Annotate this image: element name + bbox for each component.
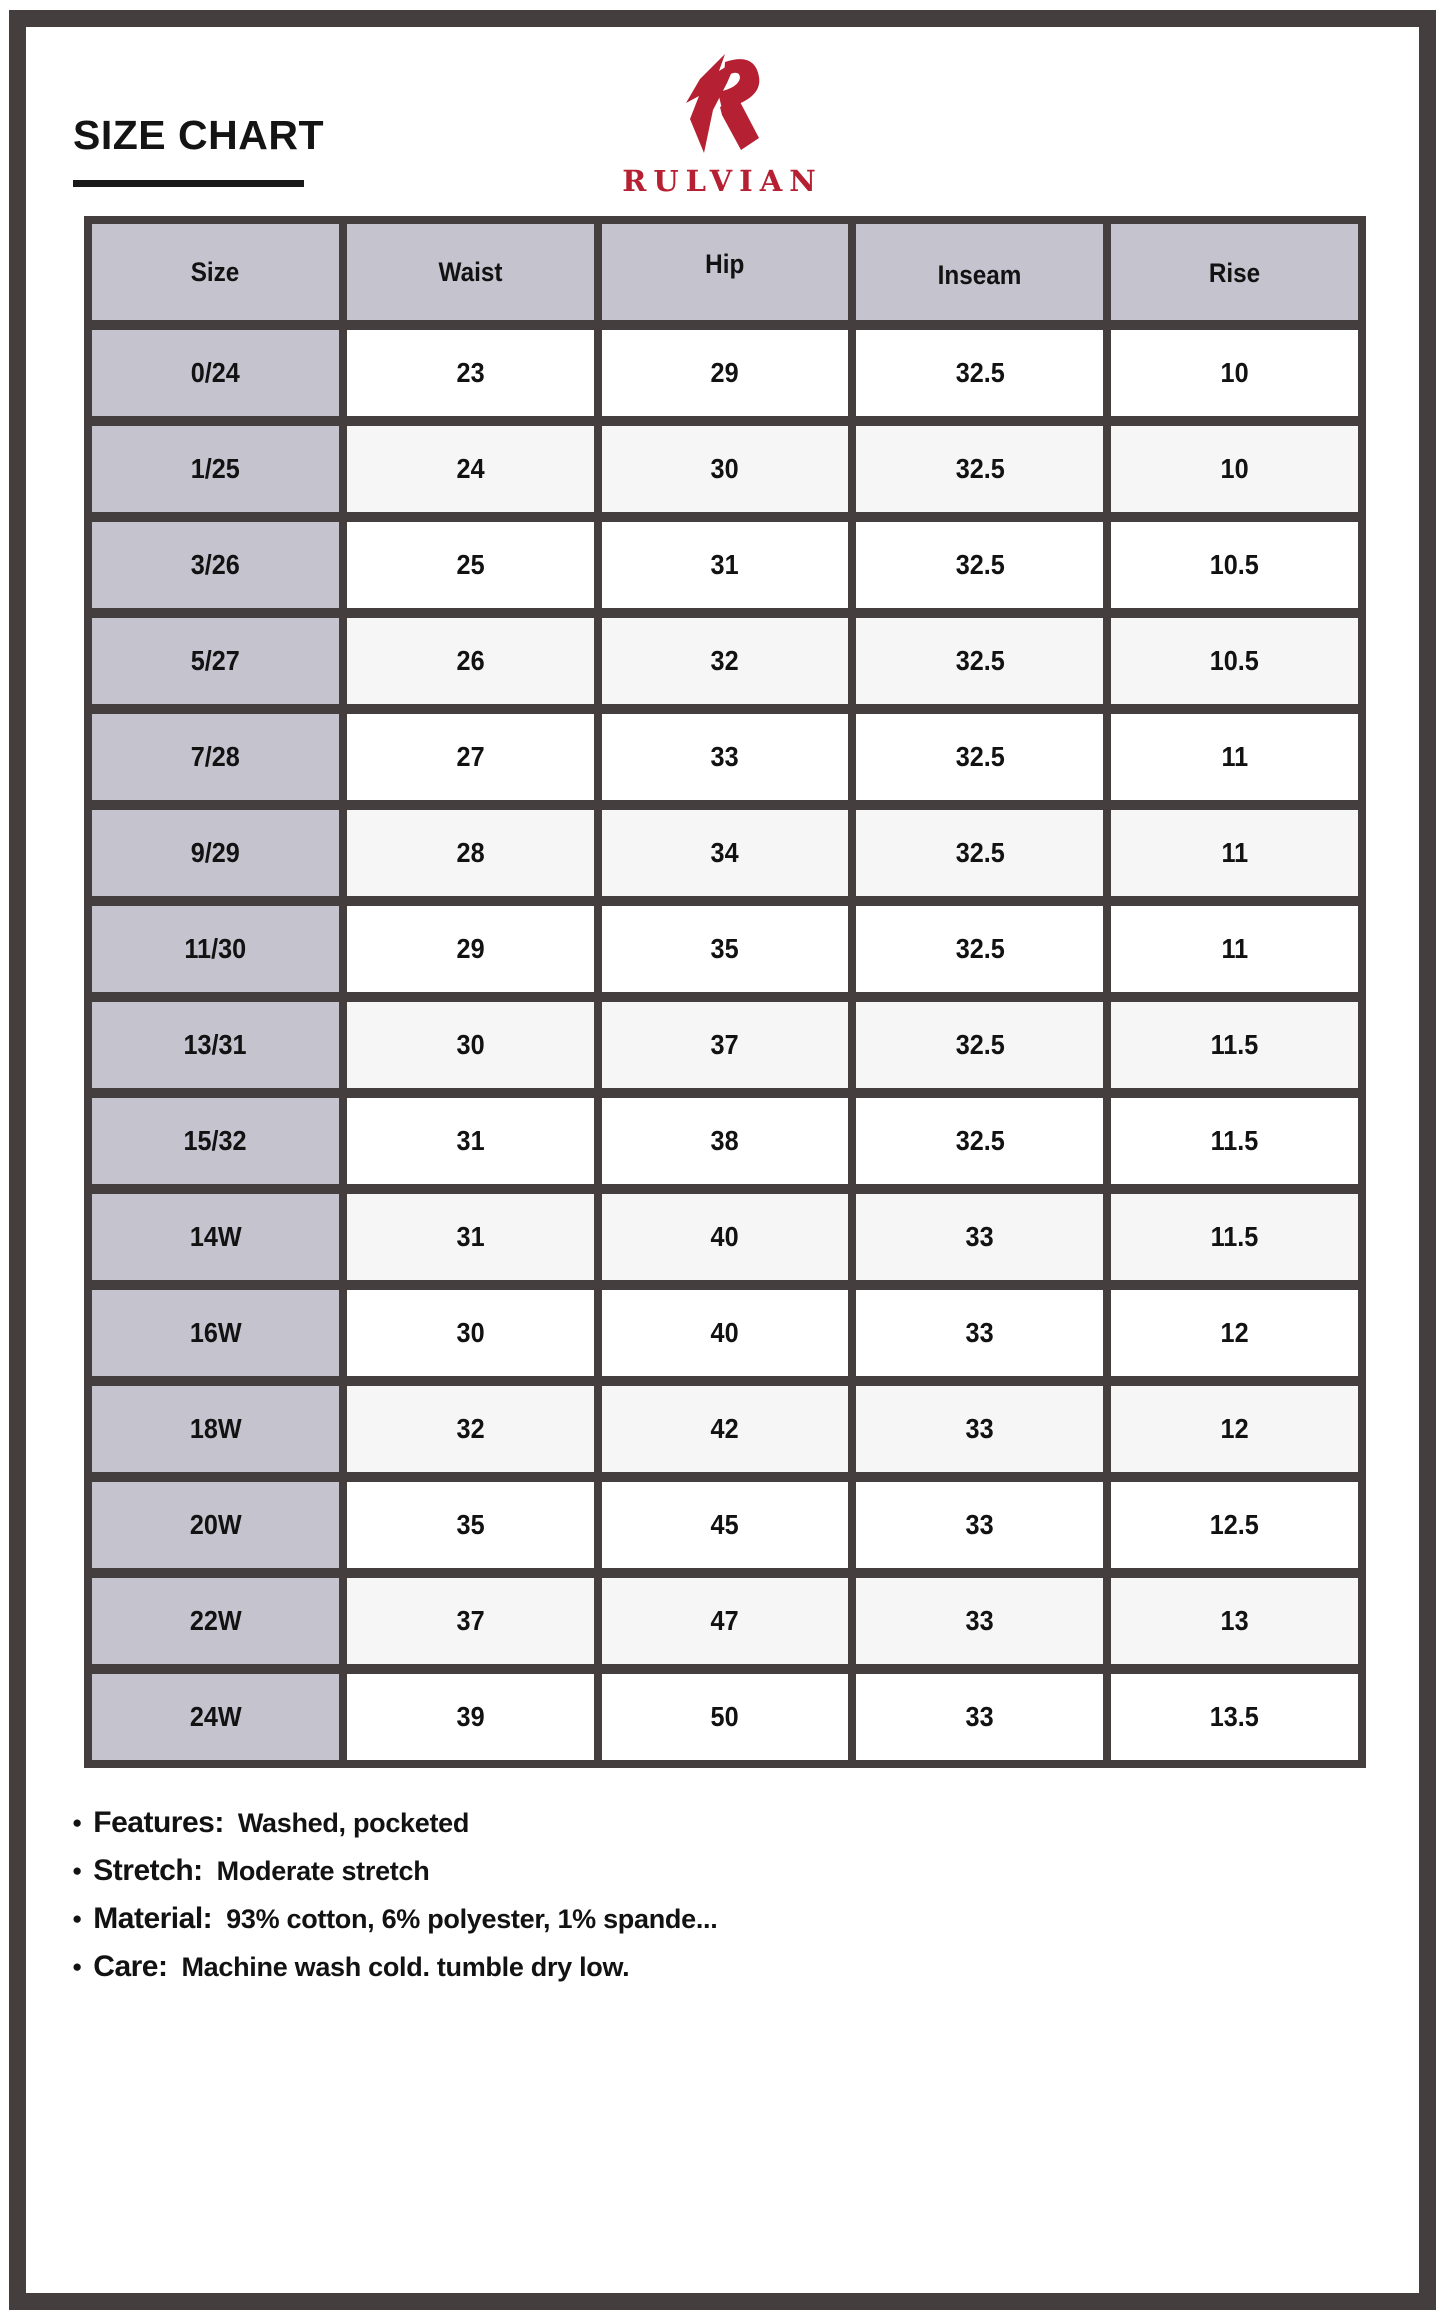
value-cell [347, 426, 594, 512]
cell-text: 25 [456, 549, 485, 580]
value-cell [347, 1194, 594, 1280]
value-cell [347, 522, 594, 608]
value-cell [1111, 1482, 1358, 1568]
cell-text: 47 [710, 1605, 740, 1636]
value-cell [1111, 1674, 1358, 1760]
value-cell [602, 1674, 849, 1760]
header-cell-hip [602, 224, 849, 320]
value-cell [602, 906, 849, 992]
value-cell [602, 1002, 849, 1088]
value-cell [1111, 1578, 1358, 1664]
cell-text: 15/32 [183, 1125, 247, 1156]
value-cell [347, 330, 594, 416]
size-cell [92, 618, 339, 704]
size-cell [92, 714, 339, 800]
detail-row [72, 1950, 717, 1998]
value-cell [1111, 714, 1358, 800]
header-cell-inseam [856, 224, 1103, 320]
brand-wordmark: RULVIAN [622, 164, 823, 198]
header-cell-waist [347, 224, 594, 320]
header-cell-rise [1111, 224, 1358, 320]
value-cell [856, 618, 1103, 704]
detail-value: 93% cotton, 6% polyester, 1% spande... [226, 1904, 718, 1934]
value-cell [347, 1002, 594, 1088]
angular-r-logo-icon [675, 50, 771, 156]
value-cell [347, 1386, 594, 1472]
value-cell [1111, 330, 1358, 416]
value-cell [347, 618, 594, 704]
detail-label: Stretch: [93, 1854, 203, 1887]
bullet-icon: ● [72, 1909, 83, 1928]
cell-text: 40 [710, 1221, 740, 1252]
cell-text: 29 [456, 933, 485, 964]
cell-text: 14W [189, 1221, 242, 1252]
cell-text: 33 [965, 1605, 994, 1636]
cell-text: 20W [189, 1509, 242, 1540]
value-cell [856, 1194, 1103, 1280]
cell-text: 32.5 [955, 453, 1005, 484]
value-cell [1111, 1386, 1358, 1472]
value-cell [856, 330, 1103, 416]
cell-text: 13/31 [183, 1029, 247, 1060]
cell-text: 23 [456, 357, 485, 388]
value-cell [1111, 618, 1358, 704]
cell-text: 33 [710, 741, 740, 772]
cell-text: 27 [456, 741, 485, 772]
cell-text: 45 [710, 1509, 740, 1540]
cell-text: 11.5 [1210, 1029, 1259, 1060]
detail-label: Material: [93, 1902, 213, 1935]
cell-text: 37 [456, 1605, 485, 1636]
detail-label: Care: [93, 1950, 168, 1983]
value-cell [1111, 1290, 1358, 1376]
cell-text: 30 [456, 1029, 485, 1060]
value-cell [602, 1482, 849, 1568]
header-label: Hip [705, 248, 745, 279]
cell-text: 33 [965, 1509, 994, 1540]
cell-text: 40 [710, 1317, 740, 1348]
cell-text: 11/30 [184, 933, 247, 964]
value-cell [347, 810, 594, 896]
cell-text: 5/27 [190, 645, 240, 676]
size-cell [92, 426, 339, 512]
brand-logo [0, 50, 1445, 198]
value-cell [856, 426, 1103, 512]
cell-text: 16W [189, 1317, 242, 1348]
value-cell [1111, 522, 1358, 608]
cell-text: 35 [456, 1509, 485, 1540]
header-label: Size [191, 256, 240, 287]
cell-text: 32 [710, 645, 740, 676]
value-cell [856, 522, 1103, 608]
value-cell [347, 1290, 594, 1376]
cell-text: 32.5 [955, 1029, 1005, 1060]
cell-text: 26 [456, 645, 485, 676]
cell-text: 32 [456, 1413, 485, 1444]
cell-text: 24W [189, 1701, 242, 1732]
cell-text: 0/24 [190, 357, 240, 388]
value-cell [856, 1578, 1103, 1664]
size-cell [92, 1482, 339, 1568]
cell-text: 28 [456, 837, 485, 868]
size-cell [92, 1194, 339, 1280]
cell-text: 10 [1220, 453, 1249, 484]
cell-text: 42 [710, 1413, 740, 1444]
header-label: Waist [438, 256, 503, 287]
size-cell [92, 522, 339, 608]
cell-text: 11 [1221, 837, 1248, 868]
size-cell [92, 1386, 339, 1472]
value-cell [1111, 1002, 1358, 1088]
cell-text: 33 [965, 1317, 994, 1348]
value-cell [347, 714, 594, 800]
value-cell [1111, 1098, 1358, 1184]
cell-text: 31 [456, 1221, 485, 1252]
size-cell [92, 1674, 339, 1760]
bullet-icon: ● [72, 1861, 83, 1880]
value-cell [347, 906, 594, 992]
cell-text: 18W [189, 1413, 242, 1444]
value-cell [602, 1098, 849, 1184]
size-cell [92, 1578, 339, 1664]
bullet-icon: ● [72, 1957, 83, 1976]
value-cell [347, 1674, 594, 1760]
cell-text: 13 [1220, 1605, 1249, 1636]
cell-text: 32.5 [955, 933, 1005, 964]
cell-text: 39 [456, 1701, 485, 1732]
value-cell [602, 1194, 849, 1280]
value-cell [602, 714, 849, 800]
value-cell [856, 1098, 1103, 1184]
cell-text: 10 [1220, 357, 1249, 388]
cell-text: 22W [189, 1605, 242, 1636]
value-cell [347, 1482, 594, 1568]
cell-text: 11 [1221, 933, 1248, 964]
value-cell [602, 1386, 849, 1472]
detail-row [72, 1854, 717, 1902]
bullet-icon: ● [72, 1813, 83, 1832]
cell-text: 37 [710, 1029, 740, 1060]
value-cell [602, 618, 849, 704]
header-cell-size [92, 224, 339, 320]
cell-text: 1/25 [190, 453, 240, 484]
cell-text: 32.5 [955, 837, 1005, 868]
cell-text: 12.5 [1210, 1509, 1260, 1540]
detail-row [72, 1806, 717, 1854]
cell-text: 11.5 [1210, 1221, 1259, 1252]
size-cell [92, 330, 339, 416]
value-cell [856, 810, 1103, 896]
cell-text: 30 [456, 1317, 485, 1348]
size-cell [92, 1002, 339, 1088]
value-cell [602, 330, 849, 416]
cell-text: 50 [710, 1701, 740, 1732]
cell-text: 12 [1220, 1413, 1249, 1444]
value-cell [602, 1290, 849, 1376]
header-label: Rise [1208, 257, 1261, 288]
detail-value: Moderate stretch [216, 1856, 430, 1886]
value-cell [602, 522, 849, 608]
value-cell [1111, 906, 1358, 992]
value-cell [1111, 1194, 1358, 1280]
value-cell [602, 810, 849, 896]
cell-text: 30 [710, 453, 740, 484]
size-table [84, 216, 1366, 1768]
cell-text: 32.5 [955, 549, 1005, 580]
cell-text: 11 [1221, 741, 1248, 772]
cell-text: 7/28 [190, 741, 240, 772]
value-cell [602, 1578, 849, 1664]
cell-text: 33 [965, 1221, 994, 1252]
value-cell [856, 1002, 1103, 1088]
cell-text: 35 [710, 933, 740, 964]
details-list [72, 1806, 717, 1998]
detail-value: Machine wash cold. tumble dry low. [181, 1952, 630, 1982]
cell-text: 3/26 [190, 549, 240, 580]
value-cell [1111, 810, 1358, 896]
value-cell [347, 1578, 594, 1664]
value-cell [347, 1098, 594, 1184]
cell-text: 11.5 [1210, 1125, 1259, 1156]
value-cell [856, 906, 1103, 992]
cell-text: 33 [965, 1701, 994, 1732]
value-cell [856, 1386, 1103, 1472]
cell-text: 29 [710, 357, 740, 388]
cell-text: 38 [710, 1125, 740, 1156]
size-cell [92, 906, 339, 992]
header-label: Inseam [937, 259, 1022, 290]
value-cell [856, 1674, 1103, 1760]
cell-text: 32.5 [955, 645, 1005, 676]
cell-text: 10.5 [1210, 645, 1260, 676]
cell-text: 34 [710, 837, 740, 868]
cell-text: 32.5 [955, 357, 1005, 388]
cell-text: 10.5 [1210, 549, 1260, 580]
detail-row [72, 1902, 717, 1950]
cell-text: 24 [456, 453, 485, 484]
cell-text: 9/29 [190, 837, 240, 868]
value-cell [856, 1482, 1103, 1568]
value-cell [856, 714, 1103, 800]
size-cell [92, 1290, 339, 1376]
detail-label: Features: [93, 1806, 224, 1839]
cell-text: 32.5 [955, 1125, 1005, 1156]
cell-text: 12 [1220, 1317, 1249, 1348]
cell-text: 31 [710, 549, 740, 580]
size-cell [92, 1098, 339, 1184]
value-cell [602, 426, 849, 512]
detail-value: Washed, pocketed [237, 1808, 470, 1838]
page-title: SIZE CHART [73, 112, 324, 158]
cell-text: 33 [965, 1413, 994, 1444]
size-cell [92, 810, 339, 896]
value-cell [856, 1290, 1103, 1376]
cell-text: 32.5 [955, 741, 1005, 772]
value-cell [1111, 426, 1358, 512]
cell-text: 31 [456, 1125, 485, 1156]
cell-text: 13.5 [1210, 1701, 1260, 1732]
